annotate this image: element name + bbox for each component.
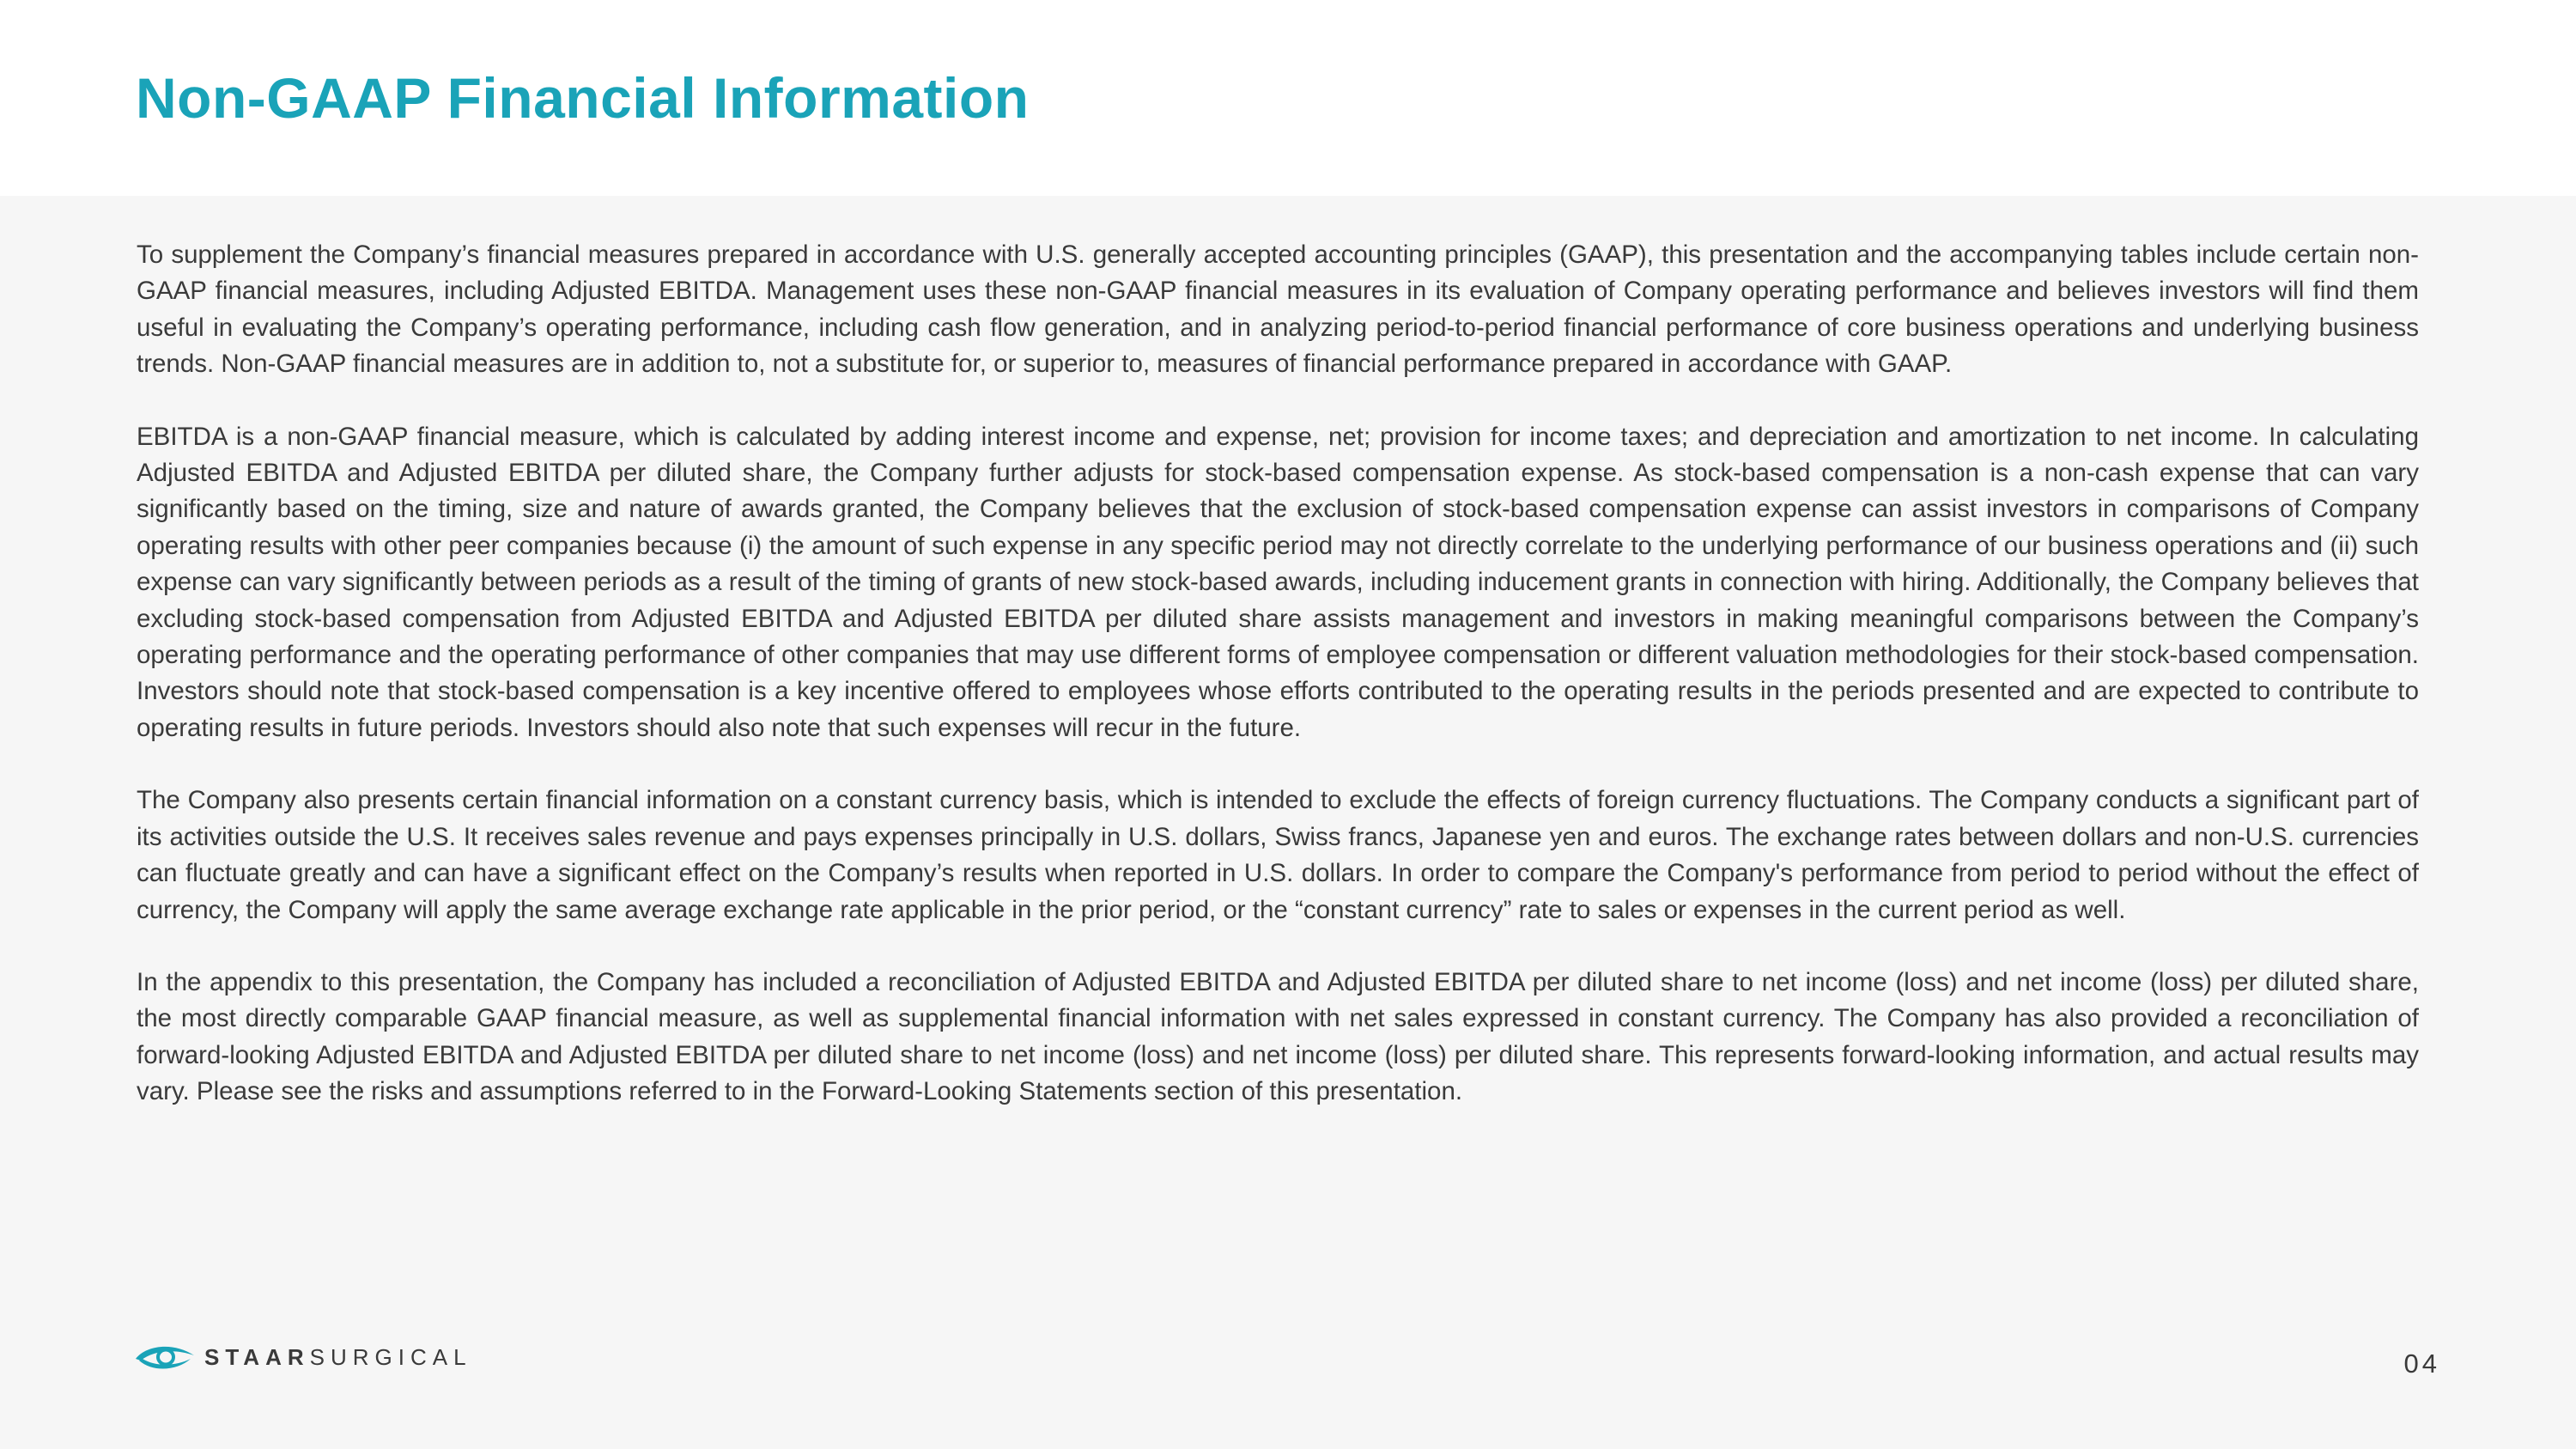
paragraph-gaap-supplement: To supplement the Company’s financial measures prepared in accordance with U.S. generally accepted accounting principles (GAAP), this presentation and the accompanying tables include certain non-GAAP financial measures, including Adjusted EBITDA. Management uses these non-GAAP financial measures in its evaluation of Company operating performance and believes investors will find them useful in evaluating the Company’s operating performance, including cash flow generation, and in analyzing period-to-period financial performance of core business operations and underlying business trends. Non-GAAP financial measures are in addition to, not a substitute for, or superior to, measures of financial performance prepared in accordance with GAAP. xyxy=(137,240,2419,379)
logo-word-surgical: SURGICAL xyxy=(309,1343,472,1370)
company-logo xyxy=(134,1338,472,1376)
paragraph-appendix-reconciliation: In the appendix to this presentation, the Company has included a reconciliation of Adjusted EBITDA and Adjusted EBITDA per diluted share to net income (loss) and net income (loss) per diluted share, the most directly comparable GAAP financial measure, as well as supplemental financial information with net sales expressed in constant currency. The Company has also provided a reconciliation of forward-looking Adjusted EBITDA and Adjusted EBITDA per diluted share to net income (loss) and net income (loss) per diluted share. This represents forward-looking information, and actual results may vary. Please see the risks and assumptions referred to in the Forward-Looking Statements section of this presentation. xyxy=(137,967,2419,1106)
body-text xyxy=(137,237,2419,1111)
page-number: 04 xyxy=(2403,1349,2440,1379)
page-title: Non-GAAP Financial Information xyxy=(136,66,1030,130)
eye-swoosh-icon xyxy=(134,1338,196,1376)
paragraph-constant-currency: The Company also presents certain financial information on a constant currency basis, which is intended to exclude the effects of foreign currency fluctuations. The Company conducts a significant part of its activities outside the U.S. It receives sales revenue and pays expenses principally in U.S. dollars, Swiss francs, Japanese yen and euros. The exchange rates between dollars and non-U.S. currencies can fluctuate greatly and can have a significant effect on the Company’s results when reported in U.S. dollars. In order to compare the Company's performance from period to period without the effect of currency, the Company will apply the same average exchange rate applicable in the prior period, or the “constant currency” rate to sales or expenses in the current period as well. xyxy=(137,786,2419,924)
paragraph-ebitda-definition: EBITDA is a non-GAAP financial measure, which is calculated by adding interest income and expense, net; provision for income taxes; and depreciation and amortization to net income. In calculating Adjusted EBITDA and Adjusted EBITDA per diluted share, the Company further adjusts for stock-based compensation expense. As stock-based compensation is a non-cash expense that can vary significantly based on the timing, size and nature of awards granted, the Company believes that the exclusion of stock-based compensation expense can assist investors in comparisons of Company operating results with other peer companies because (i) the amount of such expense in any specific period may not directly correlate to the underlying performance of our business operations and (ii) such expense can vary significantly between periods as a result of the timing of grants of new stock-based awards, including inducement grants in connection with hiring. Additionally, the Company believes that excluding stock-based compensation from Adjusted EBITDA and Adjusted EBITDA per diluted share assists management and investors in making meaningful comparisons between the Company’s operating performance and the operating performance of other companies that may use different forms of employee compensation or different valuation methodologies for their stock-based compensation. Investors should note that stock-based compensation is a key incentive offered to employees whose efforts contributed to the operating results in the periods presented and are expected to contribute to operating results in future periods. Investors should also note that such expenses will recur in the future. xyxy=(137,422,2419,742)
logo-word-staar: STAAR xyxy=(204,1343,310,1370)
logo-wordmark xyxy=(204,1344,472,1371)
slide-header xyxy=(0,0,2576,196)
